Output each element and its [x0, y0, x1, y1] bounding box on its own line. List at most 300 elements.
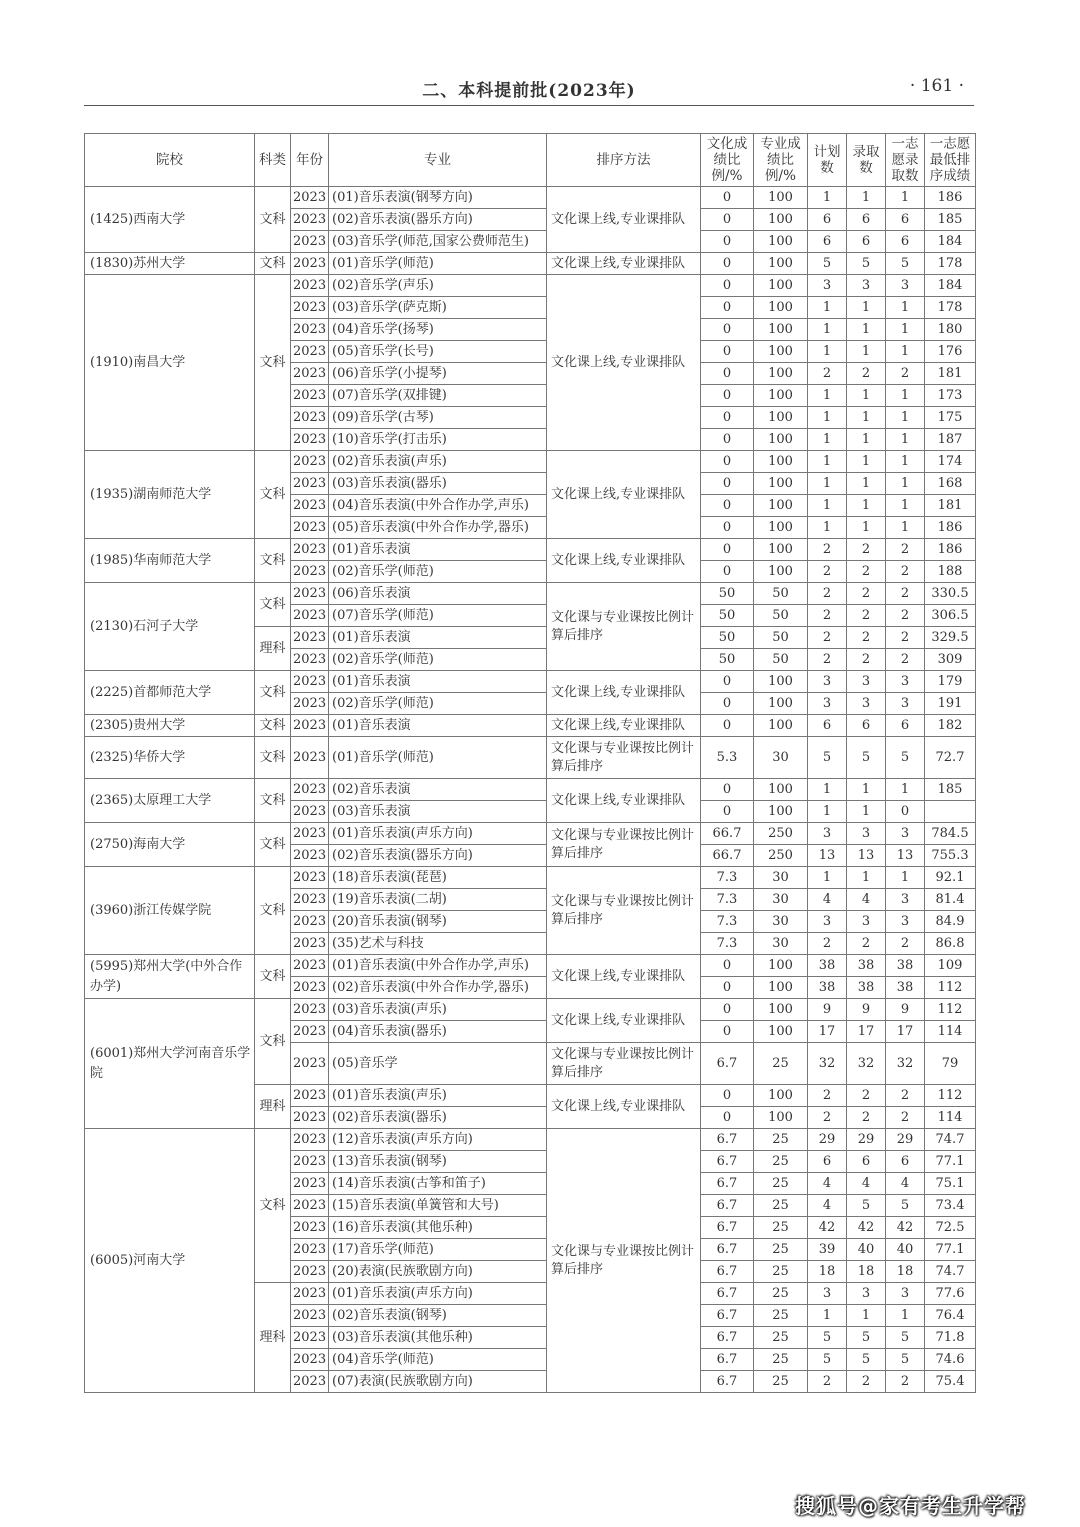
- value-cell: 0: [701, 209, 754, 231]
- major-cell: (03)音乐学(师范,国家公费师范生): [329, 231, 547, 253]
- value-cell: 0: [701, 539, 754, 561]
- value-cell: 2: [886, 561, 925, 583]
- value-cell: 30: [754, 889, 808, 911]
- column-header: 科类: [255, 134, 291, 187]
- value-cell: 1: [808, 429, 847, 451]
- table-row: [85, 823, 976, 845]
- table-row: [85, 253, 976, 275]
- school-name: (2130)石河子大学: [85, 583, 255, 671]
- value-cell: 2: [847, 1107, 886, 1129]
- value-cell: 5: [886, 253, 925, 275]
- value-cell: 3: [886, 275, 925, 297]
- year-cell: 2023: [291, 1349, 329, 1371]
- value-cell: 0: [701, 429, 754, 451]
- value-cell: 100: [754, 1085, 808, 1107]
- value-cell: 50: [701, 649, 754, 671]
- sort-method-cell: 文化课与专业课按比例计算后排序: [547, 1043, 701, 1085]
- year-cell: 2023: [291, 341, 329, 363]
- value-cell: 1: [847, 319, 886, 341]
- value-cell: 3: [847, 275, 886, 297]
- value-cell: 0: [701, 955, 754, 977]
- value-cell: 5: [847, 1349, 886, 1371]
- value-cell: 1: [808, 319, 847, 341]
- value-cell: 74.7: [925, 1129, 976, 1151]
- major-cell: (02)音乐学(师范): [329, 561, 547, 583]
- major-cell: (10)音乐学(打击乐): [329, 429, 547, 451]
- major-cell: (03)音乐表演: [329, 801, 547, 823]
- column-header: 年份: [291, 134, 329, 187]
- value-cell: 25: [754, 1129, 808, 1151]
- value-cell: 184: [925, 275, 976, 297]
- value-cell: 0: [701, 297, 754, 319]
- value-cell: 6.7: [701, 1173, 754, 1195]
- value-cell: 1: [886, 779, 925, 801]
- year-cell: 2023: [291, 977, 329, 999]
- major-cell: (02)音乐表演: [329, 779, 547, 801]
- value-cell: 168: [925, 473, 976, 495]
- table-body: [85, 187, 976, 1393]
- value-cell: 1: [808, 1305, 847, 1327]
- value-cell: 32: [886, 1043, 925, 1085]
- school-name: (6005)河南大学: [85, 1129, 255, 1393]
- value-cell: 42: [886, 1217, 925, 1239]
- value-cell: 755.3: [925, 845, 976, 867]
- value-cell: 0: [701, 1021, 754, 1043]
- admission-table: [84, 133, 976, 1393]
- value-cell: 2: [886, 583, 925, 605]
- value-cell: 1: [847, 451, 886, 473]
- major-cell: (20)表演(民族歌剧方向): [329, 1261, 547, 1283]
- value-cell: 6: [847, 209, 886, 231]
- value-cell: 71.8: [925, 1327, 976, 1349]
- sort-method-cell: 文化课与专业课按比例计算后排序: [547, 823, 701, 867]
- table-row: [85, 715, 976, 737]
- column-header: 专业: [329, 134, 547, 187]
- value-cell: 1: [847, 187, 886, 209]
- value-cell: 6.7: [701, 1195, 754, 1217]
- value-cell: 3: [886, 823, 925, 845]
- value-cell: 181: [925, 495, 976, 517]
- value-cell: 6.7: [701, 1327, 754, 1349]
- year-cell: 2023: [291, 429, 329, 451]
- major-cell: (18)音乐表演(琵琶): [329, 867, 547, 889]
- value-cell: 1: [808, 473, 847, 495]
- value-cell: 77.1: [925, 1151, 976, 1173]
- value-cell: 30: [754, 737, 808, 779]
- category-cell: 文科: [255, 737, 291, 779]
- value-cell: 25: [754, 1327, 808, 1349]
- year-cell: 2023: [291, 801, 329, 823]
- major-cell: (07)音乐学(双排键): [329, 385, 547, 407]
- value-cell: 38: [886, 955, 925, 977]
- year-cell: 2023: [291, 779, 329, 801]
- year-cell: 2023: [291, 1107, 329, 1129]
- major-cell: (13)音乐表演(钢琴): [329, 1151, 547, 1173]
- value-cell: 6: [847, 715, 886, 737]
- sort-method-cell: 文化课上线,专业课排队: [547, 1085, 701, 1129]
- value-cell: 25: [754, 1239, 808, 1261]
- value-cell: 86.8: [925, 933, 976, 955]
- sort-method-cell: 文化课上线,专业课排队: [547, 253, 701, 275]
- year-cell: 2023: [291, 1151, 329, 1173]
- value-cell: 74.7: [925, 1261, 976, 1283]
- major-cell: (09)音乐学(古琴): [329, 407, 547, 429]
- value-cell: 3: [808, 275, 847, 297]
- value-cell: 38: [808, 977, 847, 999]
- value-cell: 0: [701, 517, 754, 539]
- value-cell: 18: [808, 1261, 847, 1283]
- year-cell: 2023: [291, 275, 329, 297]
- value-cell: 100: [754, 999, 808, 1021]
- value-cell: 100: [754, 715, 808, 737]
- page-header: [84, 74, 974, 106]
- value-cell: 84.9: [925, 911, 976, 933]
- year-cell: 2023: [291, 1021, 329, 1043]
- value-cell: 2: [886, 933, 925, 955]
- category-cell: 文科: [255, 779, 291, 823]
- value-cell: 100: [754, 407, 808, 429]
- school-name: (1910)南昌大学: [85, 275, 255, 451]
- year-cell: 2023: [291, 715, 329, 737]
- value-cell: 0: [701, 715, 754, 737]
- value-cell: 1: [808, 187, 847, 209]
- value-cell: 76.4: [925, 1305, 976, 1327]
- value-cell: 112: [925, 977, 976, 999]
- value-cell: 2: [847, 649, 886, 671]
- major-cell: (02)音乐表演(声乐): [329, 451, 547, 473]
- value-cell: 1: [847, 407, 886, 429]
- sort-method-cell: 文化课上线,专业课排队: [547, 715, 701, 737]
- value-cell: 0: [701, 779, 754, 801]
- value-cell: 0: [701, 1107, 754, 1129]
- value-cell: 50: [701, 583, 754, 605]
- watermark-text: 搜狐号@家有考生升学帮: [795, 1494, 1026, 1518]
- value-cell: 9: [808, 999, 847, 1021]
- major-cell: (01)音乐表演(声乐): [329, 1085, 547, 1107]
- value-cell: 5: [808, 737, 847, 779]
- value-cell: 13: [886, 845, 925, 867]
- value-cell: 3: [886, 1283, 925, 1305]
- category-cell: 文科: [255, 451, 291, 539]
- sort-method-cell: 文化课上线,专业课排队: [547, 275, 701, 451]
- value-cell: 3: [808, 693, 847, 715]
- major-cell: (04)音乐学(扬琴): [329, 319, 547, 341]
- sort-method-cell: 文化课与专业课按比例计算后排序: [547, 583, 701, 671]
- value-cell: 6.7: [701, 1305, 754, 1327]
- value-cell: 3: [808, 671, 847, 693]
- value-cell: 100: [754, 955, 808, 977]
- major-cell: (06)音乐学(小提琴): [329, 363, 547, 385]
- value-cell: 25: [754, 1151, 808, 1173]
- value-cell: 1: [886, 297, 925, 319]
- value-cell: 100: [754, 209, 808, 231]
- value-cell: 0: [701, 341, 754, 363]
- value-cell: 1: [886, 495, 925, 517]
- value-cell: 1: [847, 297, 886, 319]
- sort-method-cell: 文化课上线,专业课排队: [547, 187, 701, 253]
- year-cell: 2023: [291, 955, 329, 977]
- value-cell: 25: [754, 1305, 808, 1327]
- value-cell: 1: [808, 451, 847, 473]
- value-cell: 100: [754, 495, 808, 517]
- value-cell: 0: [701, 319, 754, 341]
- value-cell: 100: [754, 473, 808, 495]
- value-cell: 6: [886, 1151, 925, 1173]
- value-cell: 77.1: [925, 1239, 976, 1261]
- value-cell: 100: [754, 275, 808, 297]
- value-cell: 4: [847, 889, 886, 911]
- value-cell: 1: [886, 407, 925, 429]
- category-cell: 文科: [255, 1129, 291, 1283]
- value-cell: 5: [847, 737, 886, 779]
- year-cell: 2023: [291, 693, 329, 715]
- value-cell: 329.5: [925, 627, 976, 649]
- value-cell: 40: [886, 1239, 925, 1261]
- value-cell: 3: [808, 911, 847, 933]
- year-cell: 2023: [291, 1195, 329, 1217]
- year-cell: 2023: [291, 999, 329, 1021]
- header-divider: [84, 105, 974, 106]
- value-cell: 114: [925, 1021, 976, 1043]
- value-cell: 2: [808, 649, 847, 671]
- category-cell: 理科: [255, 627, 291, 671]
- value-cell: 25: [754, 1283, 808, 1305]
- value-cell: 25: [754, 1349, 808, 1371]
- value-cell: 2: [886, 1085, 925, 1107]
- value-cell: 100: [754, 693, 808, 715]
- major-cell: (17)音乐学(师范): [329, 1239, 547, 1261]
- value-cell: 2: [808, 933, 847, 955]
- major-cell: (01)音乐表演: [329, 627, 547, 649]
- value-cell: 3: [886, 693, 925, 715]
- value-cell: 186: [925, 517, 976, 539]
- value-cell: 7.3: [701, 867, 754, 889]
- value-cell: 42: [847, 1217, 886, 1239]
- value-cell: 2: [886, 1371, 925, 1393]
- value-cell: 1: [886, 429, 925, 451]
- value-cell: 30: [754, 911, 808, 933]
- year-cell: 2023: [291, 1283, 329, 1305]
- value-cell: 25: [754, 1173, 808, 1195]
- value-cell: 112: [925, 1085, 976, 1107]
- category-cell: 文科: [255, 275, 291, 451]
- year-cell: 2023: [291, 363, 329, 385]
- year-cell: 2023: [291, 473, 329, 495]
- value-cell: 25: [754, 1217, 808, 1239]
- value-cell: 100: [754, 801, 808, 823]
- value-cell: 1: [886, 867, 925, 889]
- value-cell: 5: [886, 1195, 925, 1217]
- value-cell: 1: [808, 495, 847, 517]
- value-cell: 2: [808, 605, 847, 627]
- column-header: 文化成绩比例/%: [701, 134, 754, 187]
- year-cell: 2023: [291, 451, 329, 473]
- year-cell: 2023: [291, 319, 329, 341]
- value-cell: 66.7: [701, 823, 754, 845]
- major-cell: (02)音乐学(声乐): [329, 275, 547, 297]
- value-cell: 100: [754, 385, 808, 407]
- year-cell: 2023: [291, 1129, 329, 1151]
- major-cell: (04)音乐表演(中外合作办学,声乐): [329, 495, 547, 517]
- value-cell: 25: [754, 1195, 808, 1217]
- year-cell: 2023: [291, 845, 329, 867]
- category-cell: 理科: [255, 1085, 291, 1129]
- value-cell: 0: [701, 801, 754, 823]
- value-cell: 0: [701, 671, 754, 693]
- value-cell: 2: [886, 539, 925, 561]
- major-cell: (01)音乐表演(钢琴方向): [329, 187, 547, 209]
- value-cell: 109: [925, 955, 976, 977]
- table-row: [85, 867, 976, 889]
- major-cell: (14)音乐表演(古筝和笛子): [329, 1173, 547, 1195]
- year-cell: 2023: [291, 385, 329, 407]
- year-cell: 2023: [291, 561, 329, 583]
- value-cell: 81.4: [925, 889, 976, 911]
- major-cell: (15)音乐表演(单簧管和大号): [329, 1195, 547, 1217]
- major-cell: (20)音乐表演(钢琴): [329, 911, 547, 933]
- value-cell: 6.7: [701, 1043, 754, 1085]
- school-name: (2325)华侨大学: [85, 737, 255, 779]
- value-cell: 3: [886, 671, 925, 693]
- table-header-row: [85, 134, 976, 187]
- major-cell: (04)音乐学(师范): [329, 1349, 547, 1371]
- value-cell: 92.1: [925, 867, 976, 889]
- major-cell: (02)音乐表演(器乐方向): [329, 209, 547, 231]
- value-cell: 0: [701, 999, 754, 1021]
- value-cell: 3: [847, 911, 886, 933]
- school-name: (2365)太原理工大学: [85, 779, 255, 823]
- value-cell: 1: [886, 385, 925, 407]
- major-cell: (01)音乐学(师范): [329, 253, 547, 275]
- value-cell: 0: [701, 1085, 754, 1107]
- major-cell: (01)音乐表演: [329, 539, 547, 561]
- year-cell: 2023: [291, 1085, 329, 1107]
- value-cell: 0: [701, 561, 754, 583]
- value-cell: 0: [701, 693, 754, 715]
- value-cell: 181: [925, 363, 976, 385]
- value-cell: 1: [847, 341, 886, 363]
- value-cell: 32: [847, 1043, 886, 1085]
- major-cell: (19)音乐表演(二胡): [329, 889, 547, 911]
- value-cell: 1: [886, 319, 925, 341]
- value-cell: 2: [808, 1107, 847, 1129]
- value-cell: 5: [847, 253, 886, 275]
- year-cell: 2023: [291, 297, 329, 319]
- value-cell: 6.7: [701, 1217, 754, 1239]
- column-header: 一志愿录取数: [886, 134, 925, 187]
- value-cell: 0: [701, 451, 754, 473]
- sort-method-cell: 文化课与专业课按比例计算后排序: [547, 1129, 701, 1393]
- value-cell: 6: [808, 715, 847, 737]
- value-cell: 180: [925, 319, 976, 341]
- value-cell: 29: [886, 1129, 925, 1151]
- value-cell: 5: [847, 1327, 886, 1349]
- value-cell: 1: [886, 187, 925, 209]
- major-cell: (05)音乐学(长号): [329, 341, 547, 363]
- value-cell: 100: [754, 341, 808, 363]
- value-cell: 50: [754, 627, 808, 649]
- value-cell: 2: [847, 583, 886, 605]
- value-cell: 100: [754, 977, 808, 999]
- value-cell: 1: [808, 867, 847, 889]
- value-cell: 100: [754, 451, 808, 473]
- value-cell: 5: [808, 1327, 847, 1349]
- value-cell: 5: [808, 253, 847, 275]
- value-cell: 18: [886, 1261, 925, 1283]
- value-cell: 1: [847, 779, 886, 801]
- major-cell: (01)音乐学(师范): [329, 737, 547, 779]
- major-cell: (01)音乐表演: [329, 671, 547, 693]
- value-cell: 6.7: [701, 1283, 754, 1305]
- value-cell: 2: [886, 1107, 925, 1129]
- value-cell: 3: [847, 1283, 886, 1305]
- sort-method-cell: 文化课上线,专业课排队: [547, 539, 701, 583]
- value-cell: 5: [886, 1327, 925, 1349]
- value-cell: 100: [754, 297, 808, 319]
- column-header: 院校: [85, 134, 255, 187]
- value-cell: 1: [808, 341, 847, 363]
- major-cell: (07)音乐学(师范): [329, 605, 547, 627]
- table-row: [85, 671, 976, 693]
- value-cell: 100: [754, 363, 808, 385]
- value-cell: 1: [808, 385, 847, 407]
- value-cell: 0: [701, 495, 754, 517]
- table-row: [85, 1129, 976, 1151]
- major-cell: (03)音乐表演(声乐): [329, 999, 547, 1021]
- value-cell: 100: [754, 253, 808, 275]
- major-cell: (07)表演(民族歌剧方向): [329, 1371, 547, 1393]
- value-cell: 100: [754, 231, 808, 253]
- value-cell: 3: [808, 823, 847, 845]
- year-cell: 2023: [291, 1305, 329, 1327]
- value-cell: 17: [847, 1021, 886, 1043]
- value-cell: 784.5: [925, 823, 976, 845]
- value-cell: 0: [701, 275, 754, 297]
- value-cell: 6: [808, 1151, 847, 1173]
- value-cell: 179: [925, 671, 976, 693]
- value-cell: 32: [808, 1043, 847, 1085]
- value-cell: 100: [754, 319, 808, 341]
- category-cell: 文科: [255, 671, 291, 715]
- value-cell: 2: [886, 627, 925, 649]
- value-cell: 5.3: [701, 737, 754, 779]
- sort-method-cell: 文化课上线,专业课排队: [547, 955, 701, 999]
- value-cell: 250: [754, 845, 808, 867]
- major-cell: (02)音乐表演(钢琴): [329, 1305, 547, 1327]
- value-cell: 72.5: [925, 1217, 976, 1239]
- value-cell: 187: [925, 429, 976, 451]
- year-cell: 2023: [291, 1371, 329, 1393]
- value-cell: 2: [847, 1371, 886, 1393]
- value-cell: 2: [847, 363, 886, 385]
- value-cell: 250: [754, 823, 808, 845]
- major-cell: (03)音乐学(萨克斯): [329, 297, 547, 319]
- category-cell: 文科: [255, 867, 291, 955]
- value-cell: 7.3: [701, 933, 754, 955]
- value-cell: 4: [808, 889, 847, 911]
- major-cell: (01)音乐表演(声乐方向): [329, 823, 547, 845]
- value-cell: 29: [808, 1129, 847, 1151]
- major-cell: (04)音乐表演(器乐): [329, 1021, 547, 1043]
- major-cell: (06)音乐表演: [329, 583, 547, 605]
- major-cell: (03)音乐表演(其他乐种): [329, 1327, 547, 1349]
- value-cell: 1: [847, 801, 886, 823]
- value-cell: 1: [886, 517, 925, 539]
- value-cell: 185: [925, 779, 976, 801]
- sort-method-cell: 文化课与专业课按比例计算后排序: [547, 867, 701, 955]
- year-cell: 2023: [291, 649, 329, 671]
- school-name: (2225)首都师范大学: [85, 671, 255, 715]
